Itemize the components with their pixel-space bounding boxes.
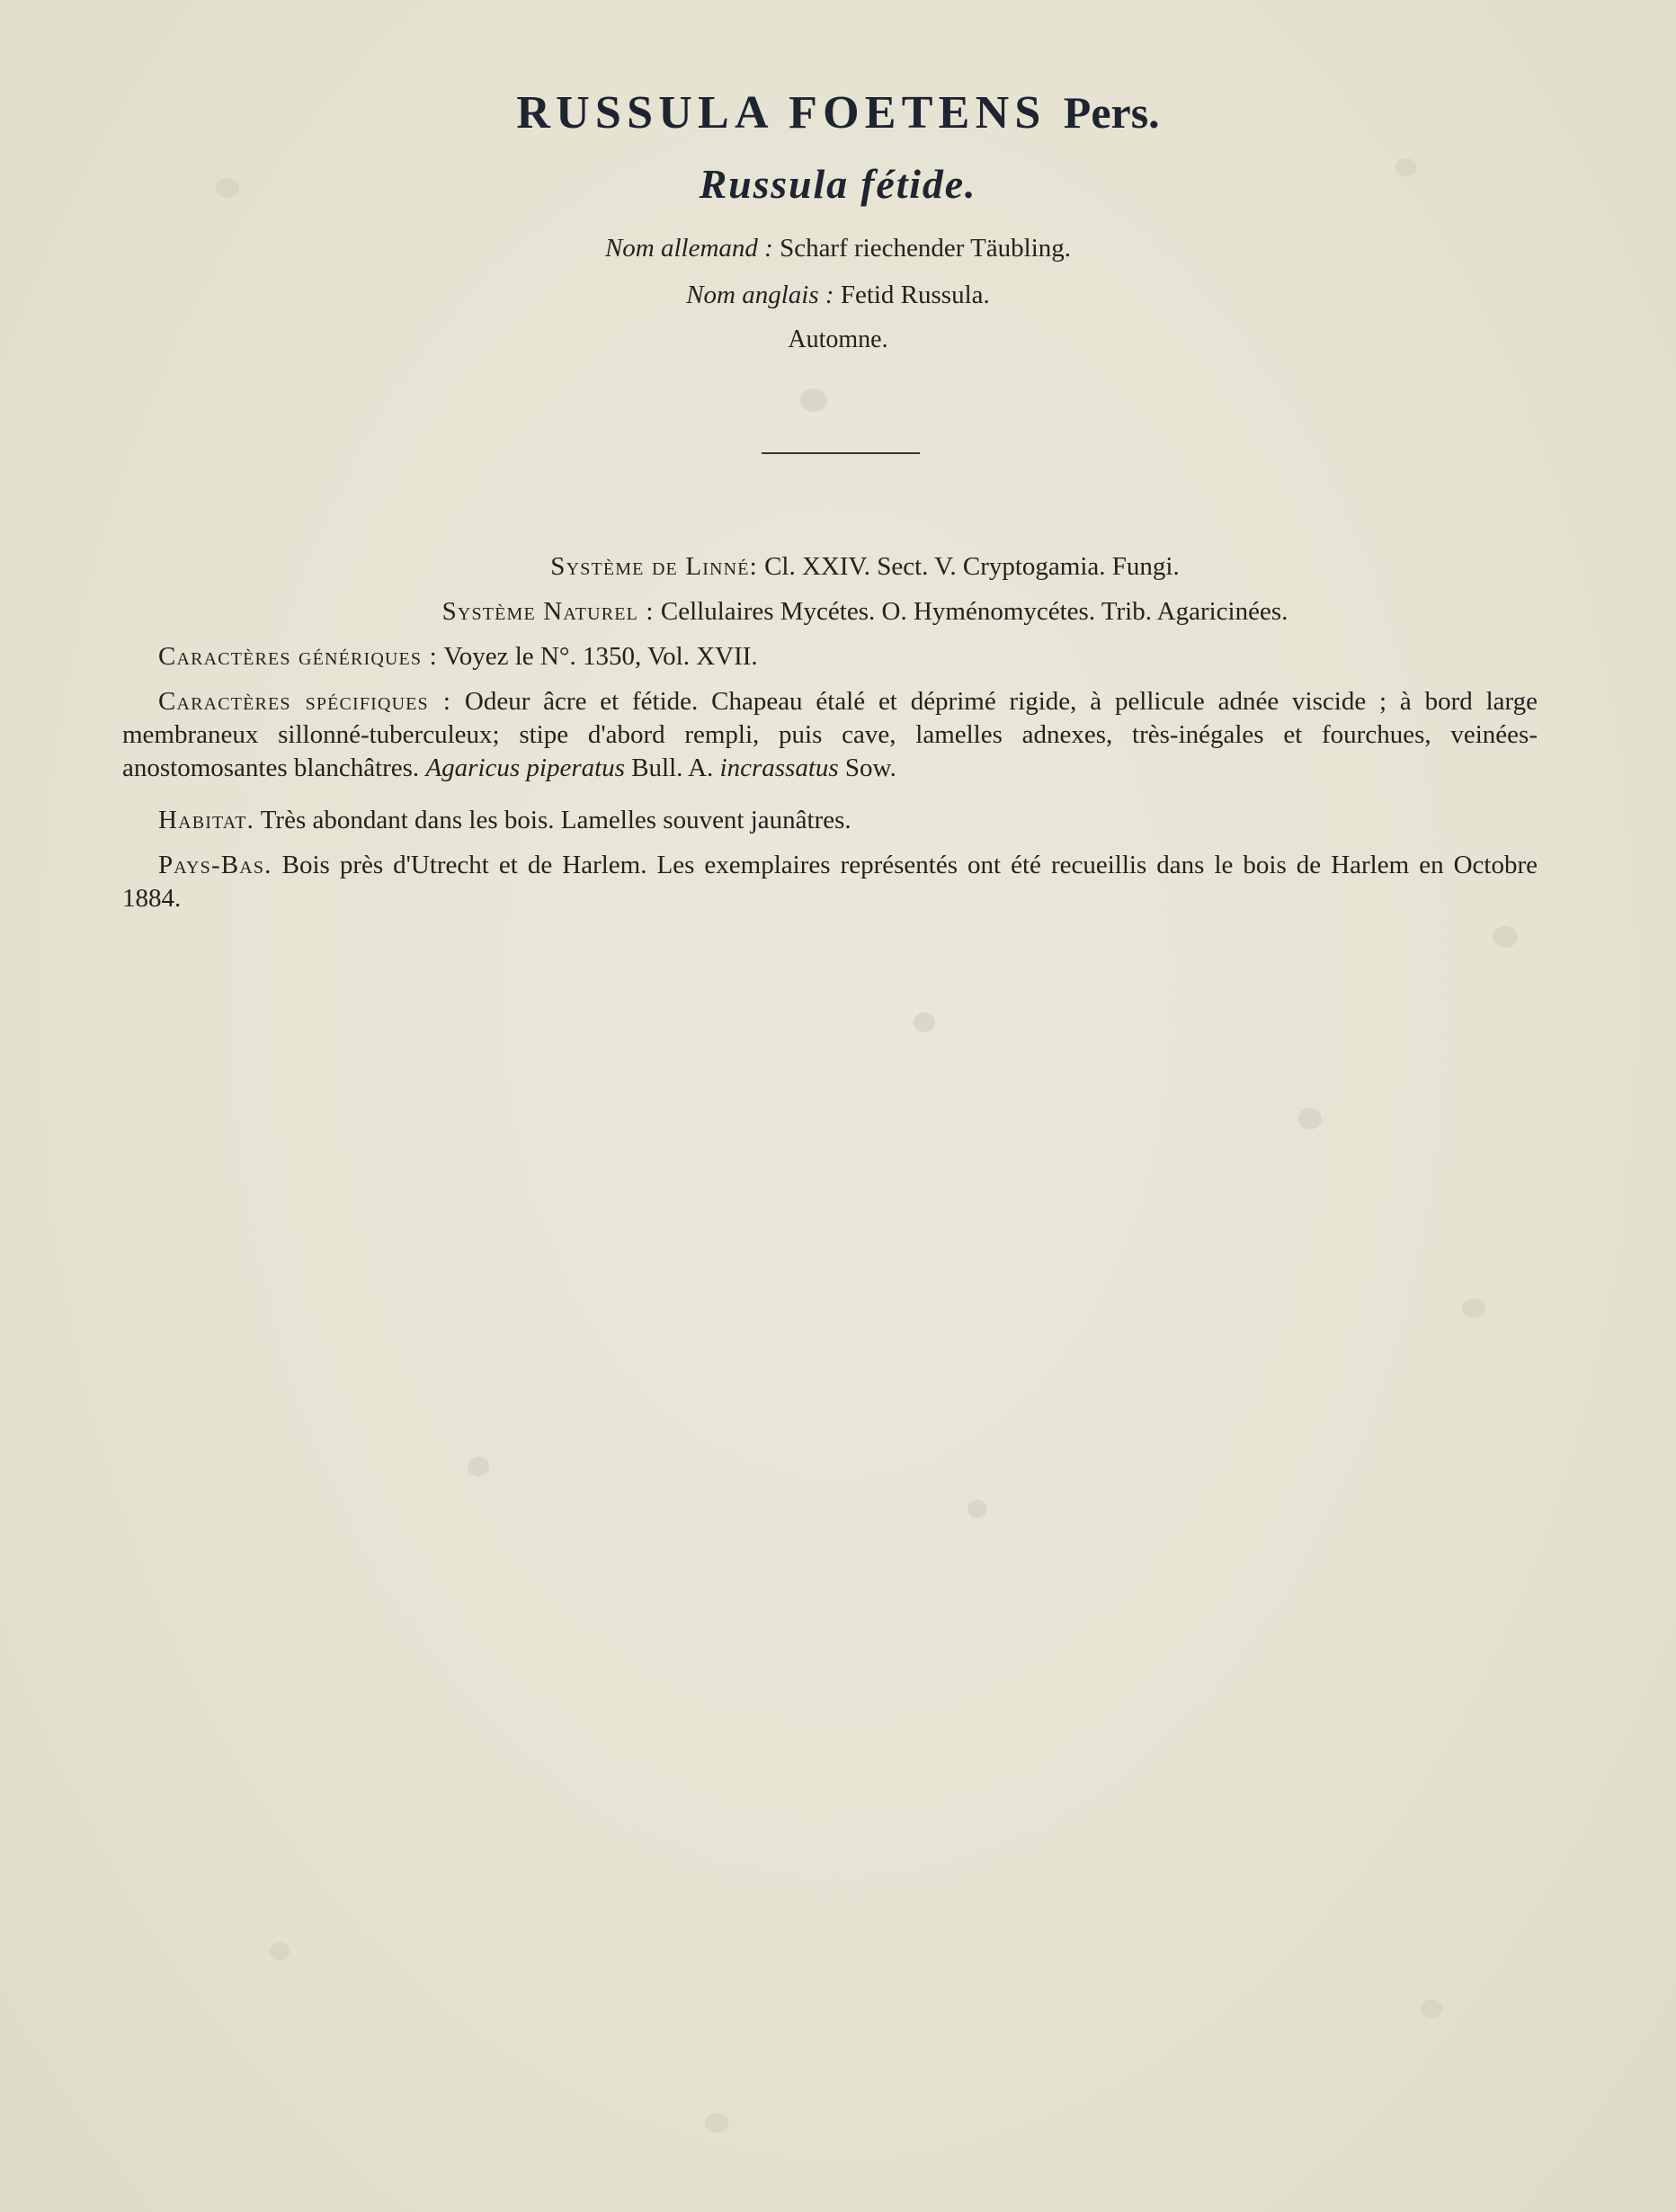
german-name-line: [0, 234, 1676, 263]
paper-speck: [468, 1457, 489, 1476]
english-name-line: [0, 281, 1676, 310]
habitat-line: [122, 804, 1538, 837]
specifiques-label: Caractères spécifiques :: [158, 687, 452, 716]
paysbas-label: Pays-Bas.: [158, 851, 272, 879]
paper-speck: [1462, 1298, 1485, 1318]
species-name: RUSSULA FOETENS: [516, 87, 1047, 138]
paper-speck: [270, 1942, 290, 1960]
linne-system-line: [0, 550, 1676, 584]
naturel-text: Cellulaires Mycétes. O. Hyménomycétes. Trib. Agaricinées.: [660, 597, 1288, 626]
paysbas-text: Bois près d'Utrecht et de Harlem. Les exemplaires représentés ont été recueillis dans le bois de Harlem en Octobre 1884.: [122, 851, 1538, 913]
specifiques-text: Odeur âcre et fétide. Chapeau étalé et déprimé rigide, à pellicule adnée viscide ; à bord large membraneux sillonné-tuberculeux; stipe d'abord rempli, puis cave, lamelles adnexes, très-inégales et fourchues, veinées-anostomosantes blanchâtres.: [122, 687, 1538, 782]
habitat-text: Très abondant dans les bois. Lamelles souvent jaunâtres.: [260, 806, 851, 834]
paper-speck: [1298, 1108, 1322, 1129]
english-name-value: Fetid Russula.: [840, 281, 990, 309]
naturel-label: Système Naturel :: [441, 597, 655, 626]
natural-system-line: [0, 595, 1676, 629]
season: Automne.: [788, 326, 888, 353]
synonym-2: incrassatus: [719, 754, 839, 782]
paper-speck: [1493, 926, 1518, 948]
paper-speck: [800, 388, 827, 412]
paper-speck: [705, 2113, 728, 2133]
linne-label: Système de Linné:: [550, 552, 758, 581]
divider-rule: [762, 452, 920, 454]
french-name: Russula fétide.: [699, 161, 977, 207]
species-author: Pers.: [1063, 87, 1160, 138]
habitat-label: Habitat.: [158, 806, 254, 834]
synonym-1: Agaricus piperatus: [425, 754, 625, 782]
german-name-value: Scharf riechender Täubling.: [780, 234, 1072, 263]
linne-text: Cl. XXIV. Sect. V. Cryptogamia. Fungi.: [764, 552, 1180, 581]
generic-characters-line: [122, 640, 1538, 673]
english-name-label: Nom anglais :: [686, 281, 834, 309]
paper-speck: [1421, 2000, 1442, 2018]
paper-speck: [914, 1012, 935, 1032]
synonym-2-author: Sow.: [844, 754, 896, 782]
generiques-label: Caractères génériques :: [158, 642, 438, 671]
german-name-label: Nom allemand :: [604, 234, 773, 263]
specific-characters-paragraph: [122, 685, 1538, 785]
paper-speck: [967, 1500, 987, 1518]
synonym-1-author: Bull. A.: [631, 754, 714, 782]
page-title: [0, 86, 1676, 139]
netherlands-paragraph: [122, 849, 1538, 915]
generiques-text: Voyez le N°. 1350, Vol. XVII.: [443, 642, 758, 671]
